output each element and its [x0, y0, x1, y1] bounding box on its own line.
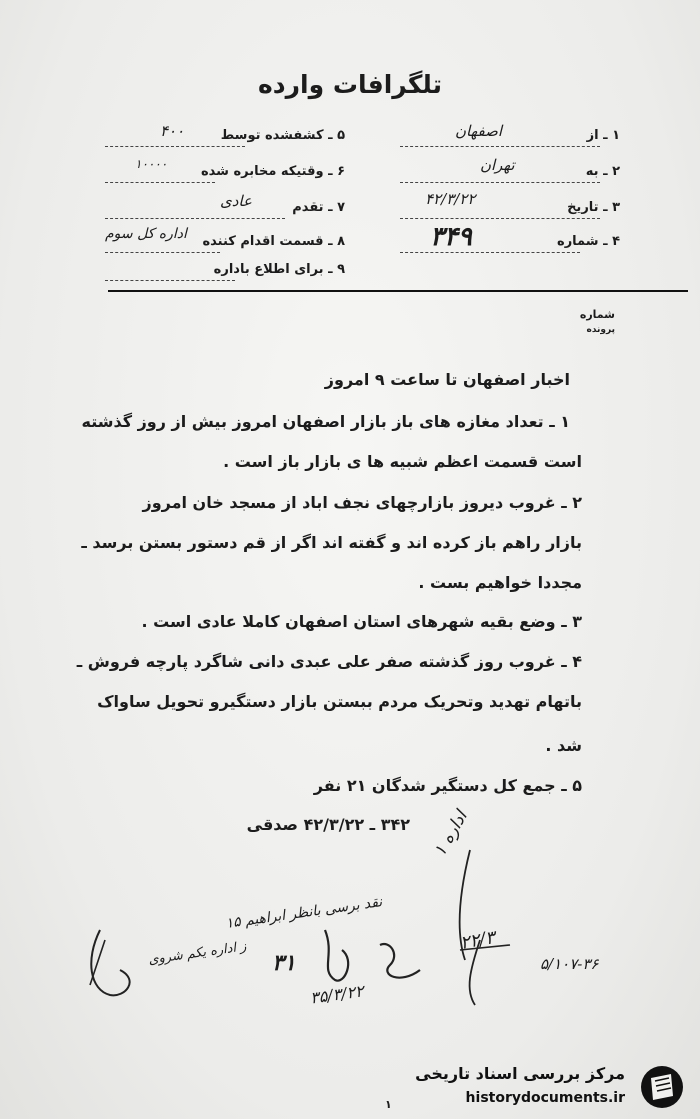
field-to-line	[400, 182, 600, 183]
para-4-line-2: باتهام تهدید وتحریک مردم ببستن بازار دستگیرو تحویل ساواک	[97, 692, 582, 711]
archive-name: مرکز بررسی اسناد تاریخی	[415, 1064, 625, 1083]
archive-website: historydocuments.ir	[465, 1090, 625, 1106]
reference-number: ۵/۱۰۷-۳۶	[540, 955, 599, 973]
signoff: ۳۴۲ ـ ۴۲/۳/۲۲ صدقی	[246, 815, 410, 834]
para-4-line-3: شد .	[545, 736, 582, 755]
body-heading: اخبار اصفهان تا ساعت ۹ امروز	[324, 370, 570, 389]
page-number: ۱	[385, 1098, 392, 1111]
field-decoded-by-label: ۵ ـ کشفشده توسط	[220, 128, 345, 143]
left-note-1: نقد برسی بانظر ابراهیم ۱۵	[224, 894, 384, 932]
document-title: تلگرافات وارده	[258, 70, 442, 99]
field-date-line	[400, 218, 600, 219]
field-from-value: اصفهان	[455, 122, 502, 140]
field-number-line	[400, 252, 580, 253]
field-number-label: ۴ ـ شماره	[557, 234, 620, 249]
field-decoded-by-value: ۴۰۰	[160, 122, 185, 140]
stamp-date: ۳۵/۳/۲۲	[308, 981, 365, 1008]
field-transmitted-value: ۱۰۰۰۰	[135, 157, 168, 171]
para-1-line-1: ۱ ـ تعداد مغازه های باز بازار اصفهان امروز بیش از روز گذشته	[81, 412, 570, 431]
header-divider	[108, 290, 688, 292]
field-action-dept-line	[105, 252, 220, 253]
para-1-line-2: است قسمت اعظم شبیه ها ی بازار باز است .	[223, 452, 582, 471]
para-2-line-2: بازار راهم باز کرده اند و گفته اند اگر از قم دستور بستن برسد ـ	[81, 533, 582, 552]
field-to-value: تهران	[480, 156, 515, 174]
field-priority-label: ۷ ـ تقدم	[292, 200, 345, 215]
archive-logo-icon	[637, 1064, 687, 1110]
margin-note: اداره ۱	[430, 807, 472, 860]
field-transmitted-line	[105, 182, 215, 183]
para-4-line-1: ۴ ـ غروب روز گذشته صفر علی عبدی دانی شاگرد پارچه فروش ـ	[76, 652, 582, 671]
small-file-label: پرونده	[586, 325, 615, 335]
para-2-line-1: ۲ ـ غروب دیروز بازارچهای نجف اباد از مسجد خان امروز	[142, 493, 582, 512]
field-action-dept-value: اداره کل سوم	[105, 226, 187, 242]
field-from-line	[400, 146, 600, 147]
signature-scribbles	[80, 900, 440, 1020]
field-number-value: ۳۴۹	[430, 222, 472, 252]
archive-footer	[410, 1058, 695, 1116]
field-decoded-by-line	[105, 146, 245, 147]
field-transmitted-label: ۶ ـ وقتیکه مخابره شده	[200, 164, 345, 179]
date-mark: ۲۲/۳	[458, 927, 497, 954]
stamp-number: ۳۱	[272, 950, 296, 976]
para-3-line-1: ۳ ـ وضع بقیه شهرهای استان اصفهان کاملا عادی است .	[141, 612, 582, 631]
para-5-line-1: ۵ ـ جمع کل دستگیر شدگان ۲۱ نفر	[313, 776, 582, 795]
para-2-line-3: مجددا خواهیم بست .	[418, 573, 582, 592]
field-info-label: ۹ ـ برای اطلاع باداره	[213, 262, 345, 277]
field-action-dept-label: ۸ ـ قسمت اقدام کننده	[202, 234, 345, 249]
small-number-label: شماره	[579, 308, 615, 321]
field-priority-value: عادی	[220, 192, 252, 210]
field-to-label: ۲ ـ به	[585, 164, 620, 179]
field-info-line	[105, 280, 235, 281]
left-note-2: ز اداره یکم شروی	[147, 939, 248, 968]
field-date-label: ۳ ـ تاریخ	[567, 200, 620, 215]
margin-signature	[440, 830, 520, 1010]
field-priority-line	[105, 218, 285, 219]
field-date-value: ۴۲/۳/۲۲	[425, 190, 476, 208]
field-from-label: ۱ ـ از	[586, 128, 620, 143]
